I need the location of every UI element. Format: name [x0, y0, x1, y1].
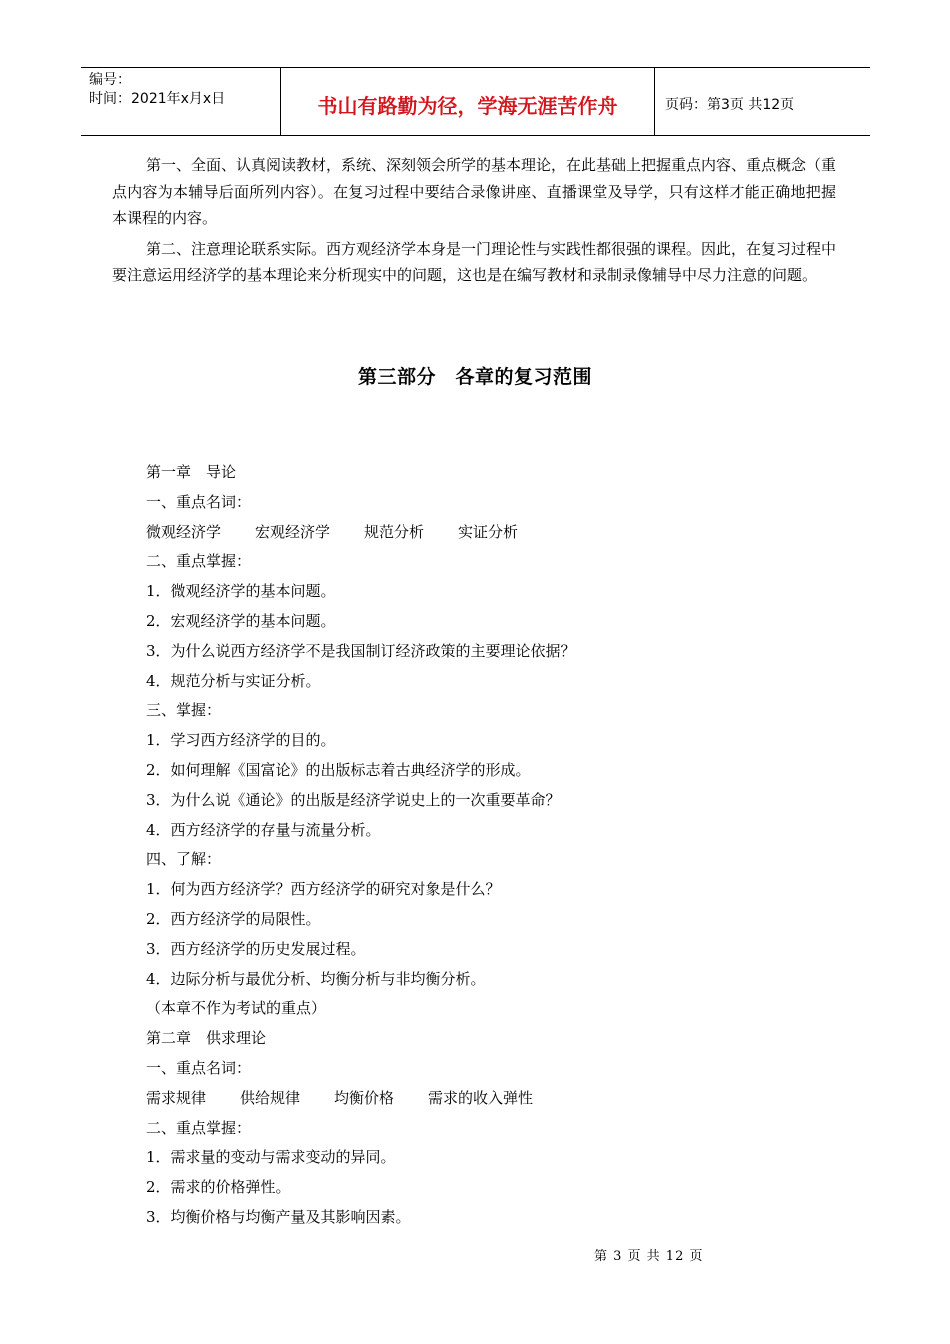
list-item: 4．边际分析与最优分析、均衡分析与非均衡分析。 — [146, 969, 486, 988]
list-item: 3．为什么说《通论》的出版是经济学说史上的一次重要革命？ — [146, 790, 561, 809]
list-item: 1．微观经济学的基本问题。 — [146, 582, 336, 601]
chapter-title: 第一章 导论 — [146, 463, 237, 481]
list-item: 2．宏观经济学的基本问题。 — [146, 611, 336, 630]
master-heading: 三、掌握： — [146, 701, 222, 720]
page-header — [81, 67, 870, 136]
term: 实证分析 — [458, 522, 519, 541]
term: 规范分析 — [364, 522, 425, 541]
time-label: 时间：2021年x月x日 — [89, 91, 226, 107]
list-item: 3．为什么说西方经济学不是我国制订经济政策的主要理论依据？ — [146, 641, 576, 660]
terms-list — [146, 518, 846, 548]
list-item: 4．西方经济学的存量与流量分析。 — [146, 820, 381, 839]
list-item: 1．学习西方经济学的目的。 — [146, 731, 336, 750]
terms-list — [146, 1084, 846, 1114]
understand-heading: 四、了解： — [146, 850, 222, 869]
terms-heading: 一、重点名词： — [146, 1058, 252, 1077]
list-item: 4．规范分析与实证分析。 — [146, 671, 321, 690]
list-item: 3．均衡价格与均衡产量及其影响因素。 — [146, 1207, 411, 1226]
page-footer: 第 3 页 共 12 页 — [594, 1249, 704, 1264]
list-item: 3．西方经济学的历史发展过程。 — [146, 939, 366, 958]
list-item: 2．西方经济学的局限性。 — [146, 909, 321, 928]
term: 需求规律 — [146, 1088, 207, 1107]
header-motto: 书山有路勤为径，学海无涯苦作舟 — [281, 68, 655, 135]
list-item: 1．何为西方经济学？西方经济学的研究对象是什么？ — [146, 880, 501, 899]
chapter-note: （本章不作为考试的重点） — [146, 999, 327, 1018]
chapter-title: 第二章 供求理论 — [146, 1029, 267, 1048]
list-item: 2．需求的价格弹性。 — [146, 1178, 291, 1197]
intro-paragraph: 第二、注意理论联系实际。西方观经济学本身是一门理论性与实践性都很强的课程。因此，在复习过程中要注意运用经济学的基本理论来分析现实中的问题，这也是在编写教材和录制录像辅导中尽力注意的问题。 — [112, 239, 837, 284]
terms-heading: 一、重点名词： — [146, 492, 252, 511]
header-meta — [81, 68, 281, 135]
intro-paragraph: 第一、全面、认真阅读教材，系统、深刻领会所学的基本理论，在此基础上把握重点内容、重点概念（重点内容为本辅导后面所列内容）。在复习过程中要结合录像讲座、直播课堂及导学，只有这样才能正确地把握本课程的内容。 — [112, 156, 837, 227]
list-item: 1．需求量的变动与需求变动的异同。 — [146, 1148, 396, 1167]
term: 供给规律 — [240, 1088, 301, 1107]
list-item: 2．如何理解《国富论》的出版标志着古典经济学的形成。 — [146, 760, 531, 779]
section-title: 第三部分 各章的复习范围 — [357, 366, 592, 388]
term: 均衡价格 — [334, 1088, 395, 1107]
intro-section — [112, 152, 836, 289]
term: 微观经济学 — [146, 522, 222, 541]
term: 需求的收入弹性 — [428, 1088, 534, 1107]
key-heading: 二、重点掌握： — [146, 1118, 252, 1137]
term: 宏观经济学 — [255, 522, 331, 541]
chapter-outline — [146, 458, 846, 1233]
header-page-info: 页码：第3页 共12页 — [665, 96, 795, 113]
number-label: 编号： — [89, 72, 131, 88]
key-heading: 二、重点掌握： — [146, 552, 252, 571]
